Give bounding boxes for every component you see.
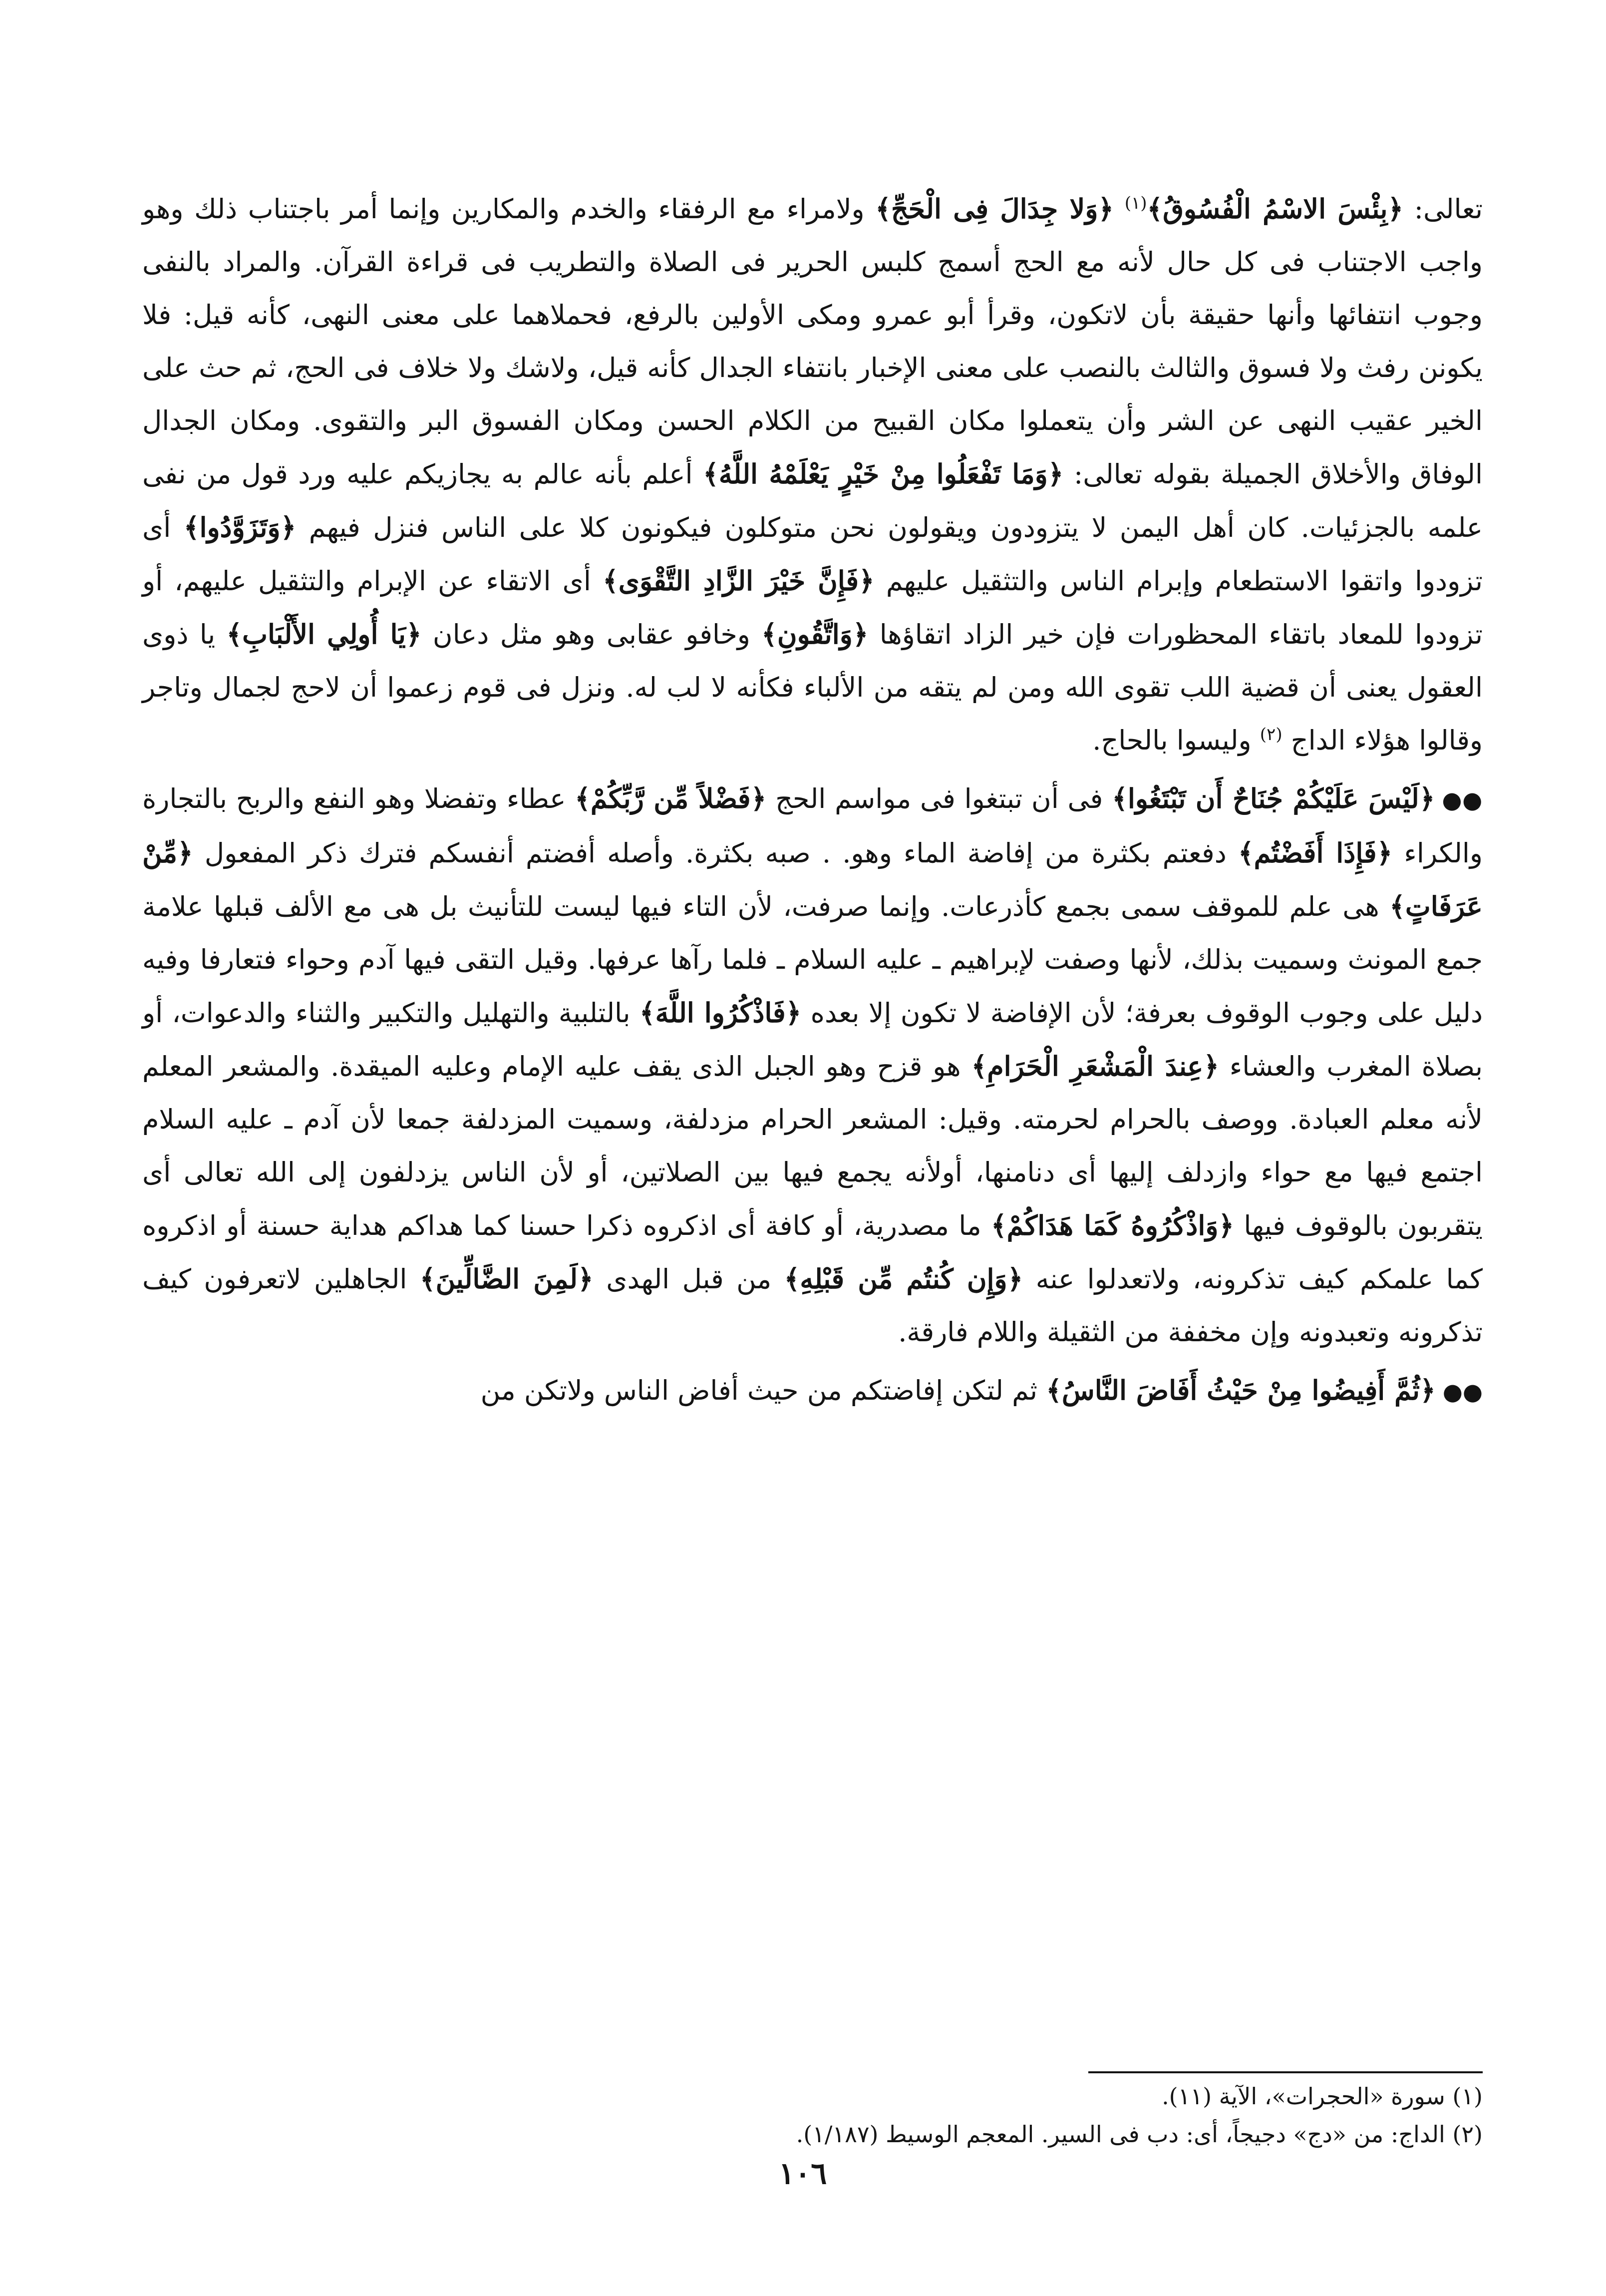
footnote-2: (٢) الداج: من «دج» دجيجاً، أى: دب فى السير. المعجم الوسيط (١/١٨٧). — [796, 2121, 1483, 2148]
commentary-text: ما مصدرية، أو كافة أى اذكروه ذكرا حسنا كما هداكم هداية حسنة أو اذكروه كما علمكم كيف تذكرونه، ولاتعدلوا عنه — [142, 1210, 1483, 1295]
commentary-text: يا ذوى العقول يعنى أن قضية اللب تقوى الله ومن لم يتقه من الألباء فكأنه لا لب له. ونزل فى قوم زعموا أن لاحج لجمال وتاجر وقالوا هؤلاء الداج — [142, 619, 1483, 756]
quran-verse: ﴿فَإِنَّ خَيْرَ الزَّادِ التَّقْوَى﴾ — [603, 565, 875, 597]
paragraph — [142, 772, 1483, 1359]
commentary-text: دفعتم بكثرة من إفاضة الماء وهو. . صبه بكثرة. وأصله أفضتم أنفسكم فترك ذكر المفعول — [193, 837, 1238, 869]
bullet-marker: ●● — [1442, 1378, 1483, 1405]
commentary-text: وخافو عقابى وهو مثل دعان — [421, 619, 762, 650]
quran-verse: ﴿عِندَ الْمَشْعَرِ الْحَرَامِ﴾ — [971, 1050, 1219, 1082]
footnote-reference: (٢) — [1260, 725, 1283, 745]
commentary-text: وليسوا بالحاج. — [1092, 725, 1260, 756]
quran-verse: ﴿فَضْلاً مِّن رَّبِّكُمْ﴾ — [575, 782, 767, 814]
quran-verse: ﴿وَاتَّقُونِ﴾ — [761, 618, 869, 650]
commentary-text: تعالى: — [1403, 193, 1483, 225]
commentary-text: أى الاتقاء عن الإبرام والتثقيل عليهم، أو تزودوا للمعاد باتقاء المحظورات فإن خير الزاد اتقاؤها — [142, 565, 1483, 650]
commentary-text: هى علم للموقف سمى بجمع كأذرعات. وإنما صرفت، لأن التاء فيها ليست للتأنيث بل هى مع الألف قبلها علامة جمع المونث وسميت بذلك، لأنها وصفت لإبراهيم ـ عليه السلام ـ فلما رآها عرفها. وقيل التقى فيها آدم وحواء فتعارفا وفيه دليل على وجوب الوقوف بعرفة؛ لأن الإفاضة لا تكون إلا بعده — [142, 891, 1483, 1029]
page-number: ١٠٦ — [778, 2156, 827, 2191]
quran-verse: ﴿ثُمَّ أَفِيضُوا مِنْ حَيْثُ أَفَاضَ النَّاسُ﴾ — [1046, 1374, 1436, 1406]
quran-verse: ﴿وَلا جِدَالَ فِى الْحَجِّ﴾ — [875, 193, 1114, 225]
quran-verse: ﴿فَاذْكُرُوا اللَّهَ﴾ — [639, 997, 802, 1029]
quran-verse: ﴿بِئْسَ الاسْمُ الْفُسُوقُ﴾ — [1147, 193, 1404, 225]
body-text — [142, 182, 1483, 1418]
commentary-text: بالتلبية والتهليل والتكبير والثناء والدعوات، أو بصلاة المغرب والعشاء — [142, 997, 1483, 1082]
commentary-text: ولامراء مع الرفقاء والخدم والمكارين وإنما أمر باجتناب ذلك وهو واجب الاجتناب فى كل حال لأنه مع الحج أسمج كلبس الحرير فى الصلاة والتطريب فى قراءة القرآن. والمراد بالنفى وجوب انتفائها وأنها حقيقة بأن لاتكون، وقرأ أبو عمرو ومكى الأولين بالرفع، فحملاهما على معنى النهى، كأنه قيل: فلا يكونن رفث ولا فسوق والثالث بالنصب على معنى الإخبار بانتفاء الجدال كأنه قيل، ولاشك ولا خلاف فى الحج، ثم حث على الخير عقيب النهى عن الشر وأن يتعملوا مكان القبيح من الكلام الحسن ومكان الفسوق البر والتقوى. ومكان الجدال الوفاق والأخلاق الجميلة بقوله تعالى: — [142, 193, 1483, 490]
quran-verse: ﴿لَمِنَ الضَّالِّينَ﴾ — [419, 1263, 594, 1295]
footnote-1: (١) سورة «الحجرات»، الآية (١١). — [1162, 2083, 1483, 2110]
commentary-text: من قبل الهدى — [593, 1263, 784, 1295]
commentary-text: الجاهلين لاتعرفون كيف تذكرونه وتعبدونه وإن مخففة من الثقيلة واللام فارقة. — [142, 1263, 1483, 1348]
commentary-text: عطاء وتفضلا وهو النفع والربح بالتجارة والكراء — [142, 783, 1483, 869]
quran-verse: ﴿مِّنْ عَرَفَاتٍ﴾ — [142, 837, 1483, 922]
bullet-marker: ●● — [1442, 786, 1483, 813]
paragraph — [142, 1364, 1483, 1418]
commentary-text: ثم لتكن إفاضتكم من حيث أفاض الناس ولاتكن من — [480, 1375, 1046, 1406]
paragraph — [142, 182, 1483, 767]
footnote-reference: (١) — [1124, 193, 1147, 213]
quran-verse: ﴿يَا أُولِي الأَلْبَابِ﴾ — [226, 618, 422, 650]
quran-verse: ﴿وَاذْكُرُوهُ كَمَا هَدَاكُمْ﴾ — [991, 1209, 1235, 1241]
quran-verse: ﴿وَمَا تَفْعَلُوا مِنْ خَيْرٍ يَعْلَمْهُ اللَّهُ﴾ — [703, 458, 1064, 490]
footnote-separator — [1088, 2071, 1483, 2073]
quran-verse: ﴿وَإِن كُنتُم مِّن قَبْلِهِ﴾ — [784, 1263, 1023, 1295]
commentary-text: فى أن تبتغوا فى مواسم الحج — [766, 783, 1112, 814]
footnotes — [484, 2077, 1483, 2153]
commentary-text: أعلم بأنه عالم به يجازيكم عليه ورد قول من نفى علمه بالجزئيات. كان أهل اليمن لا يتزودون ويقولون نحن متوكلون فيكونون كلا على الناس فنزل فيهم — [142, 458, 1483, 543]
commentary-text: أى تزودوا واتقوا الاستطعام وإبرام الناس والتثقيل عليهم — [142, 512, 1483, 597]
commentary-text — [1114, 193, 1125, 225]
commentary-text: هو قزح وهو الجبل الذى يقف عليه الإمام وعليه الميقدة. والمشعر المعلم لأنه معلم العبادة. ووصف بالحرام لحرمته. وقيل: المشعر الحرام مزدلفة، وسميت المزدلفة جمعا لأن آدم ـ عليه السلام اجتمع فيها مع حواء وازدلف إليها أى دنامنها، أولأنه يجمع فيها بين الصلاتين، أو لأن الناس يزدلفون إلى الله تعالى أى يتقربون بالوقوف فيها — [142, 1051, 1483, 1241]
quran-verse: ﴿فَإِذَا أَفَضْتُم﴾ — [1238, 837, 1393, 869]
quran-verse: ﴿وَتَزَوَّدُوا﴾ — [183, 511, 297, 543]
quran-verse: ﴿لَيْسَ عَلَيْكُمْ جُنَاحٌ أَن تَبْتَغُوا﴾ — [1112, 782, 1435, 814]
